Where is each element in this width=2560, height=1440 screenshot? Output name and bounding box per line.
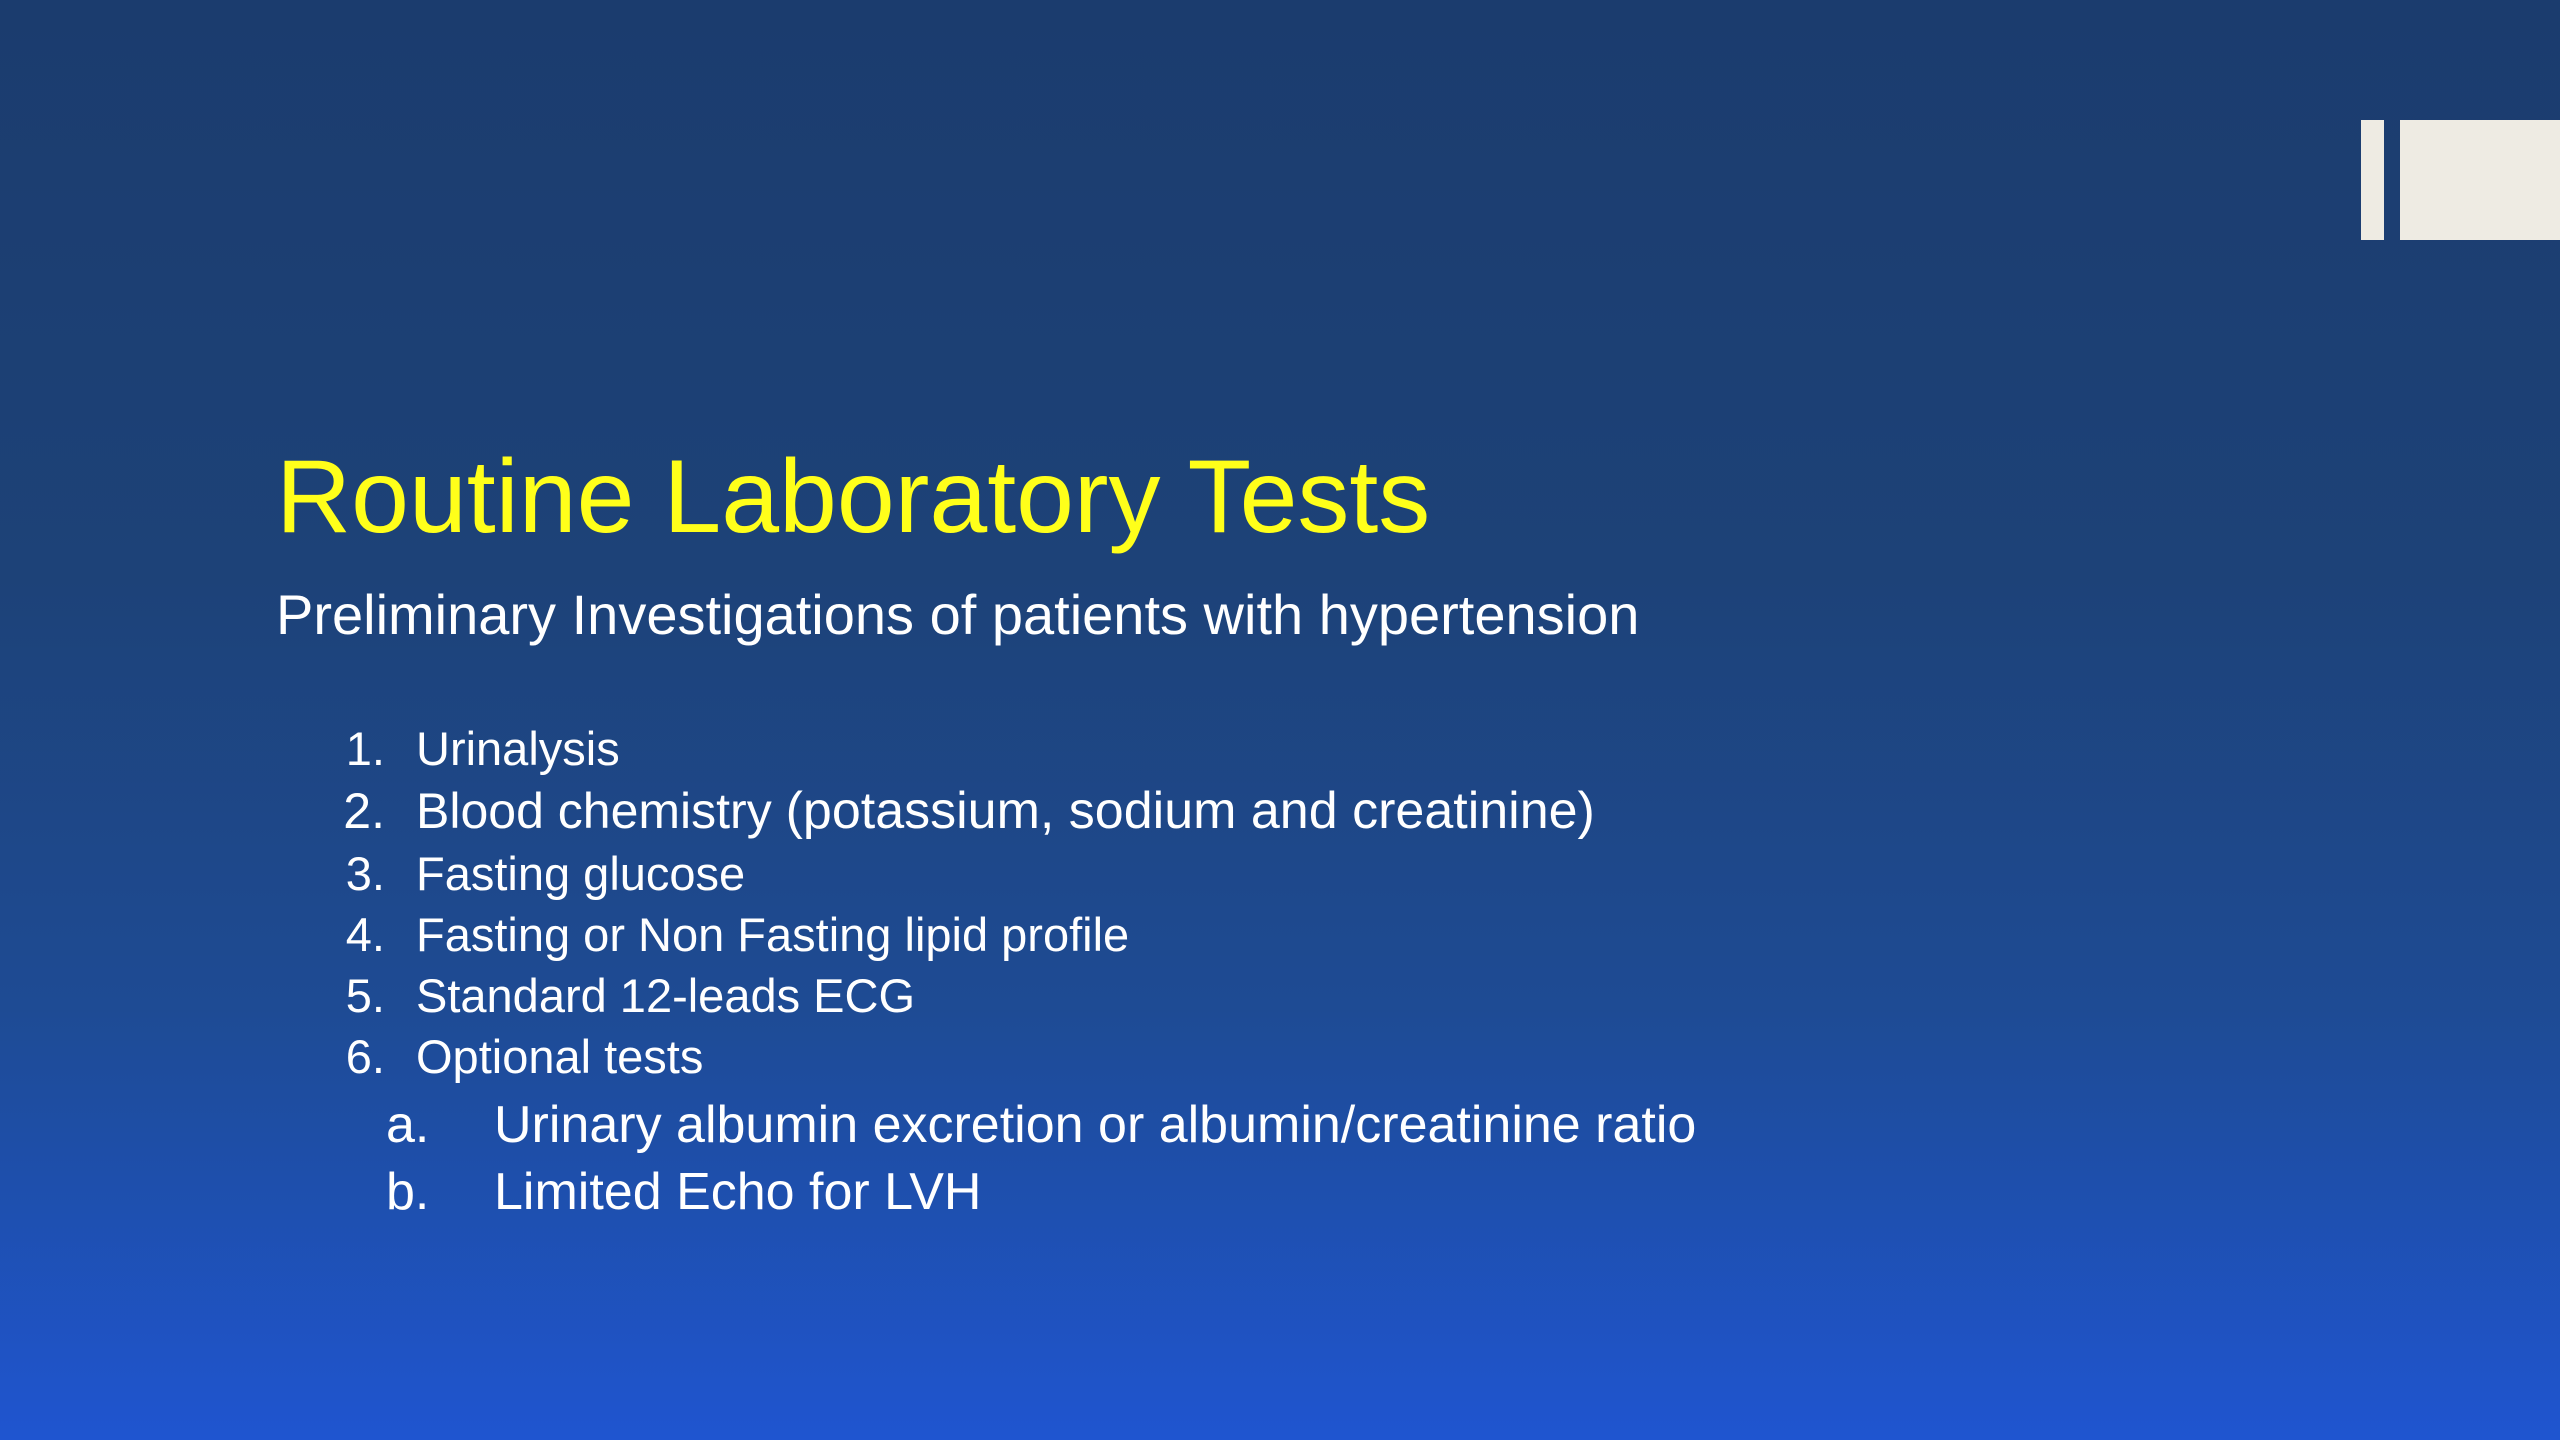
list-item — [310, 904, 1595, 965]
list-item-text: Blood chemistry — [416, 783, 786, 839]
list-marker: 1. — [345, 722, 385, 775]
list-item — [310, 965, 1595, 1026]
sub-list-item — [386, 1092, 1696, 1159]
list-item-detail: (potassium, sodium and creatinine) — [785, 782, 1595, 840]
list-item-text: Optional tests — [416, 1030, 704, 1083]
decorative-bar-thin — [2361, 120, 2384, 240]
list-item-text: Urinalysis — [416, 722, 620, 775]
list-item-text: Fasting or Non Fasting lipid profile — [416, 908, 1130, 961]
optional-tests-list — [386, 1092, 1696, 1226]
list-marker: 3. — [345, 847, 385, 900]
list-item-text: Fasting glucose — [416, 847, 746, 900]
test-list — [310, 718, 1595, 1087]
list-item-text: Standard 12-leads ECG — [416, 969, 916, 1022]
list-item — [310, 779, 1595, 843]
sub-list-marker: a. — [386, 1096, 430, 1154]
list-item — [310, 1026, 1595, 1087]
list-marker: 6. — [345, 1030, 385, 1083]
slide-title: Routine Laboratory Tests — [276, 439, 1431, 555]
sub-list-item — [386, 1159, 1696, 1226]
decorative-bar-wide — [2400, 120, 2560, 240]
list-item — [310, 718, 1595, 779]
list-marker: 5. — [345, 969, 385, 1022]
sub-list-item-text: Limited Echo for LVH — [494, 1163, 982, 1221]
list-marker: 2. — [343, 783, 385, 839]
slide-subtitle: Preliminary Investigations of patients with hypertension — [276, 583, 1640, 646]
sub-list-item-text: Urinary albumin excretion or albumin/creatinine ratio — [494, 1096, 1697, 1154]
list-marker: 4. — [345, 908, 385, 961]
list-item — [310, 843, 1595, 904]
sub-list-marker: b. — [386, 1163, 430, 1221]
